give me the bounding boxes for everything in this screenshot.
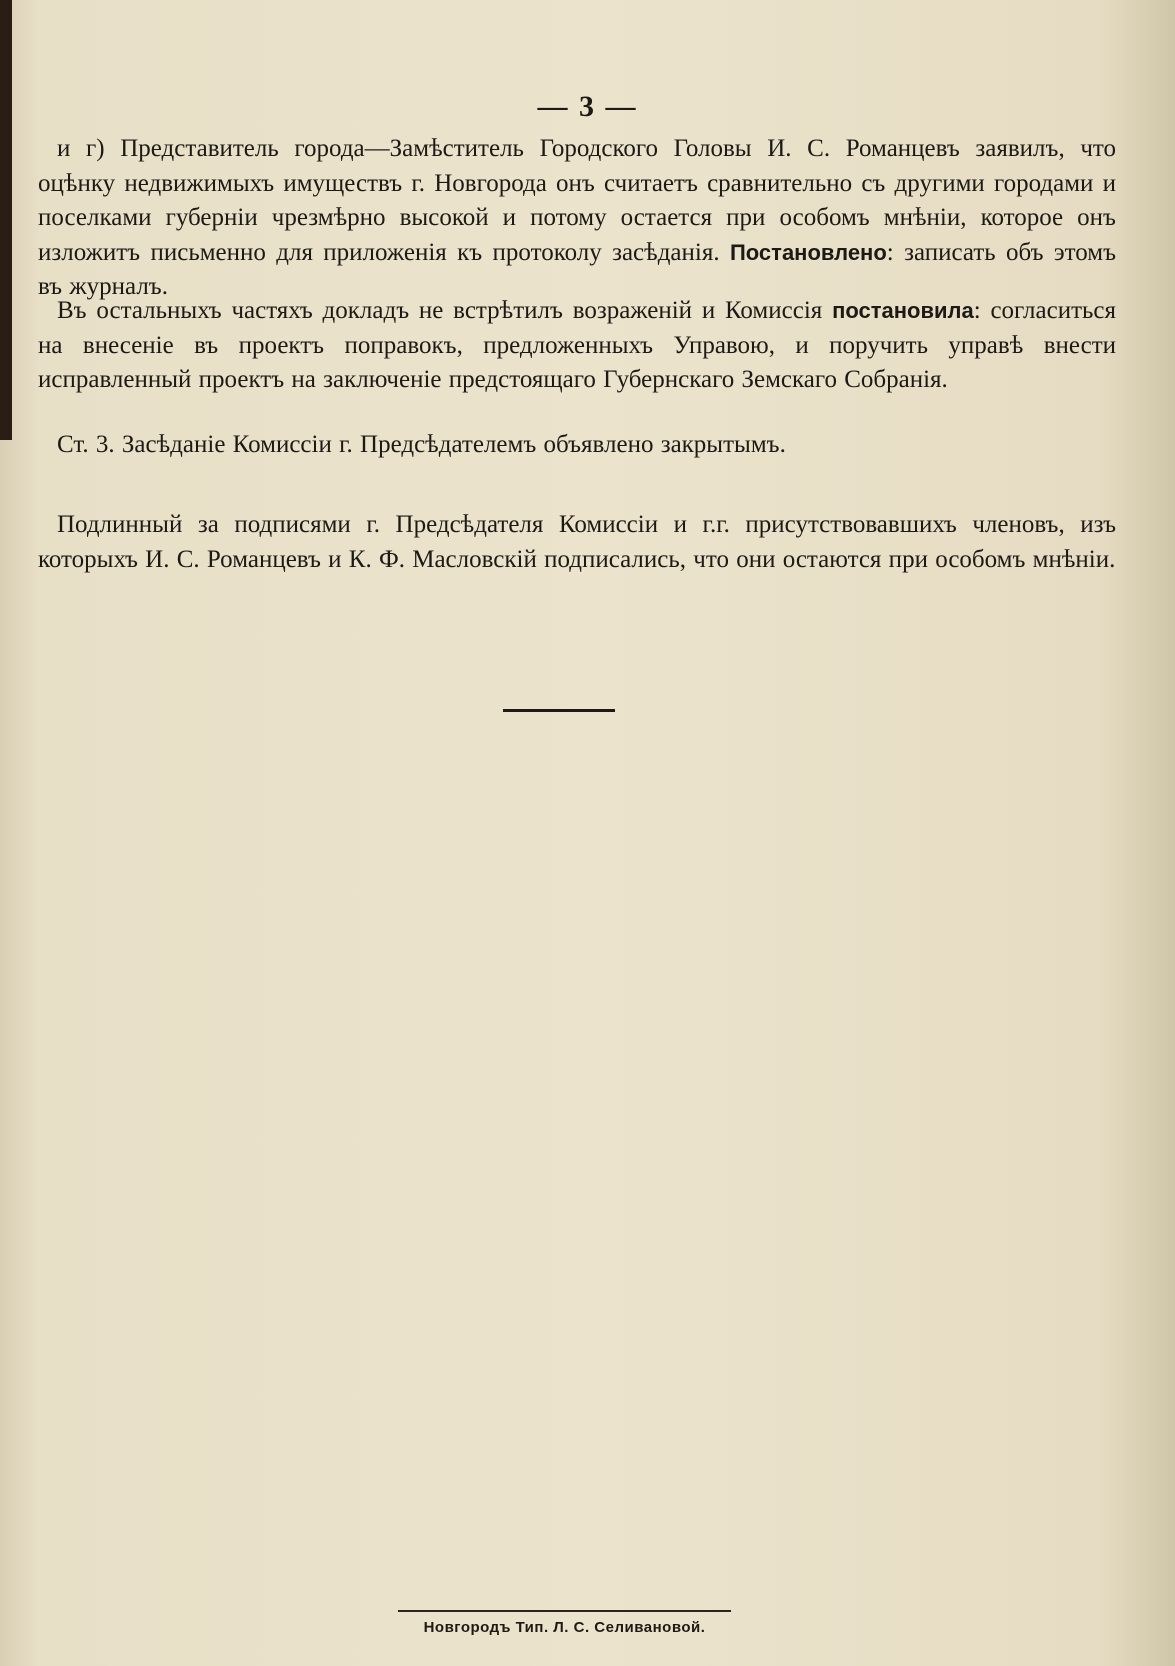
paragraph-2 [38, 294, 1116, 398]
resolution-label: Постановлено [729, 239, 887, 265]
paragraph-2-tail: : согласиться на внесеніе въ проектъ поправокъ, предложенныхъ Управою, и поручить управѣ внести исправленный проектъ на заключеніе предстоящаго Губернскаго Земскаго Собранія. [38, 297, 1117, 393]
paragraph-3: Ст. 3. Засѣданіе Комиссіи г. Предсѣдателемъ объявлено закрытымъ. [57, 431, 786, 458]
footer-rule [398, 1610, 731, 1612]
paragraph-4: Подлинный за подписями г. Предсѣдателя Комиссіи и г.г. присутствовавшихъ членовъ, изъ которыхъ И. С. Романцевъ и К. Ф. Масловскій подписались, что они остаются при особомъ мнѣніи. [38, 511, 1116, 573]
paragraph-1 [38, 132, 1116, 305]
page-number: — 3 — [537, 90, 638, 123]
paragraph-2-text: Въ остальныхъ частяхъ докладъ не встрѣтилъ возраженій и Комиссія [57, 297, 833, 324]
section-divider [503, 709, 615, 712]
paragraph-1-tail: : записать объ этомъ въ журналъ. [38, 238, 1117, 300]
resolution-label: постановила [832, 298, 974, 323]
paragraph-1-text: и г) Представитель города—Замѣститель Городского Головы И. С. Романцевъ заявилъ, что оцѣнку недвижимыхъ имуществъ г. Новгорода онъ считаетъ сравнительно съ другими городами и поселками губерніи чрезмѣрно высокой и потому остается при особомъ мнѣніи, которое онъ изложитъ письменно для приложенія къ протоколу засѣданія. [38, 135, 1116, 266]
printer-imprint: Новгородъ Тип. Л. С. Селивановой. [423, 1619, 706, 1636]
